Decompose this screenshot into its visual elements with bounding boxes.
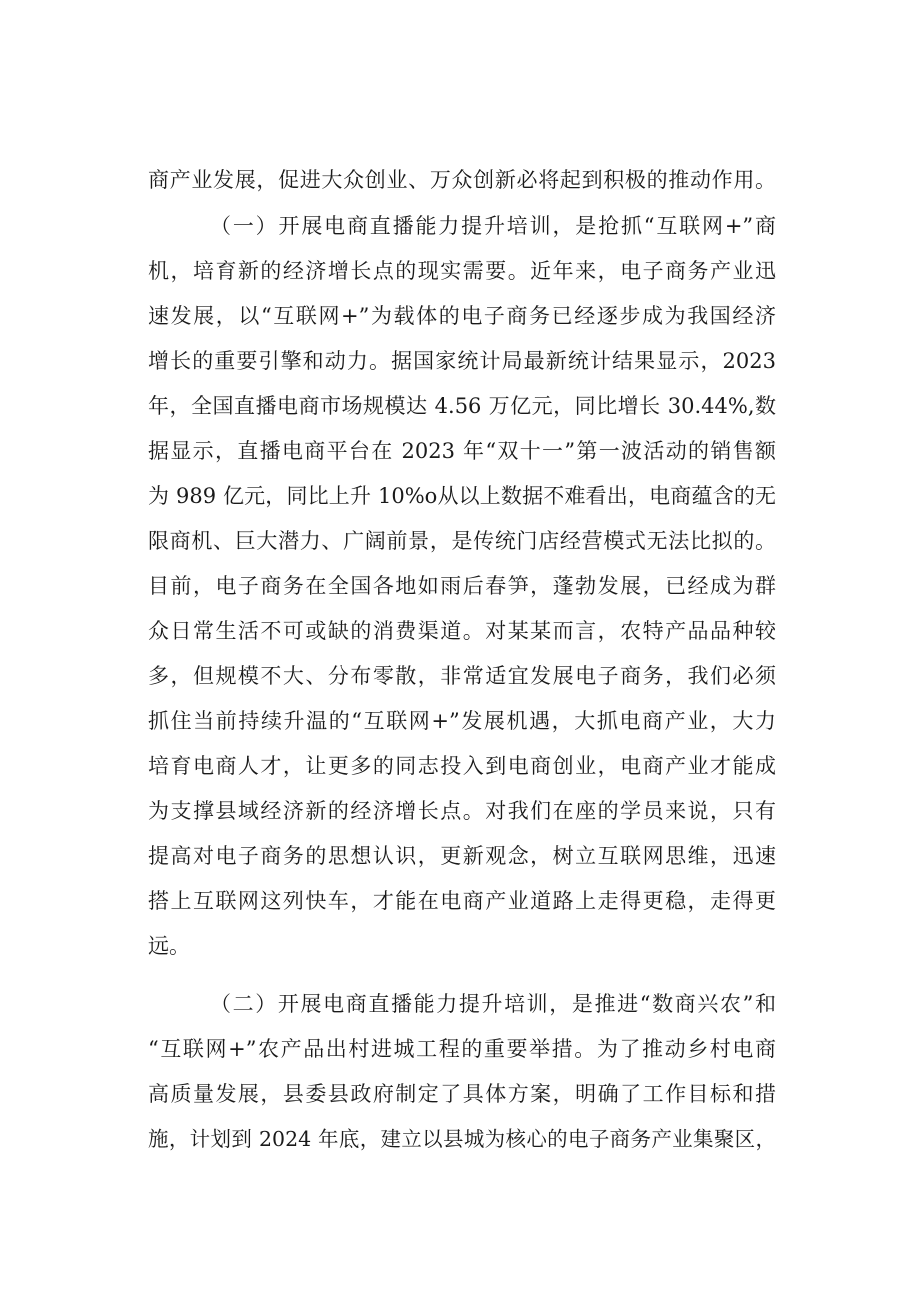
paragraph-1-line-9: 目前，电子商务在全国各地如雨后春笋，蓬勃发展，已经成为群 xyxy=(148,574,776,598)
paragraph-2-line-3: 高质量发展，县委县政府制定了具体方案，明确了工作目标和措 xyxy=(148,1082,776,1106)
paragraph-1-line-15: 提高对电子商务的思想认识，更新观念，树立互联网思维，迅速 xyxy=(148,844,776,868)
paragraph-2-line-2: “互联网+”农产品出村进城工程的重要举措。为了推动乡村电商 xyxy=(148,1037,776,1061)
paragraph-2-line-4: 施，计划到 2024 年底，建立以县城为核心的电子商务产业集聚区， xyxy=(148,1127,776,1151)
paragraph-1-line-16: 搭上互联网这列快车，才能在电商产业道路上走得更稳，走得更 xyxy=(148,889,776,913)
paragraph-1-line-13: 培育电商人才，让更多的同志投入到电商创业，电商产业才能成 xyxy=(148,754,776,778)
paragraph-1-line-1: （一）开展电商直播能力提升培训，是抢抓“互联网+”商 xyxy=(210,214,776,238)
paragraph-1-line-6: 据显示，直播电商平台在 2023 年“双十一”第一波活动的销售额 xyxy=(148,439,776,463)
paragraph-1-line-7: 为 989 亿元，同比上升 10%o从以上数据不难看出，电商蕴含的无 xyxy=(148,484,776,508)
paragraph-1-line-11: 多，但规模不大、分布零散，非常适宜发展电子商务，我们必须 xyxy=(148,664,776,688)
paragraph-1-line-3: 速发展，以“互联网+”为载体的电子商务已经逐步成为我国经济 xyxy=(148,304,776,328)
paragraph-1-line-4: 增长的重要引擎和动力。据国家统计局最新统计结果显示，2023 xyxy=(148,349,776,373)
paragraph-1-line-2: 机，培育新的经济增长点的现实需要。近年来，电子商务产业迅 xyxy=(148,259,776,283)
paragraph-2-line-1: （二）开展电商直播能力提升培训，是推进“数商兴农”和 xyxy=(210,992,776,1016)
paragraph-1-line-5: 年，全国直播电商市场规模达 4.56 万亿元，同比增长 30.44%,数 xyxy=(148,394,776,418)
paragraph-1-line-12: 抓住当前持续升温的“互联网+”发展机遇，大抓电商产业，大力 xyxy=(148,709,776,733)
paragraph-1-line-14: 为支撑县域经济新的经济增长点。对我们在座的学员来说，只有 xyxy=(148,799,776,823)
paragraph-1-line-8: 限商机、巨大潜力、广阔前景，是传统门店经营模式无法比拟的。 xyxy=(148,529,776,553)
paragraph-1-line-10: 众日常生活不可或缺的消费渠道。对某某而言，农特产品品种较 xyxy=(148,619,776,643)
text-line-1: 商产业发展，促进大众创业、万众创新必将起到积极的推动作用。 xyxy=(148,168,776,192)
paragraph-1-line-17: 远。 xyxy=(148,934,190,958)
